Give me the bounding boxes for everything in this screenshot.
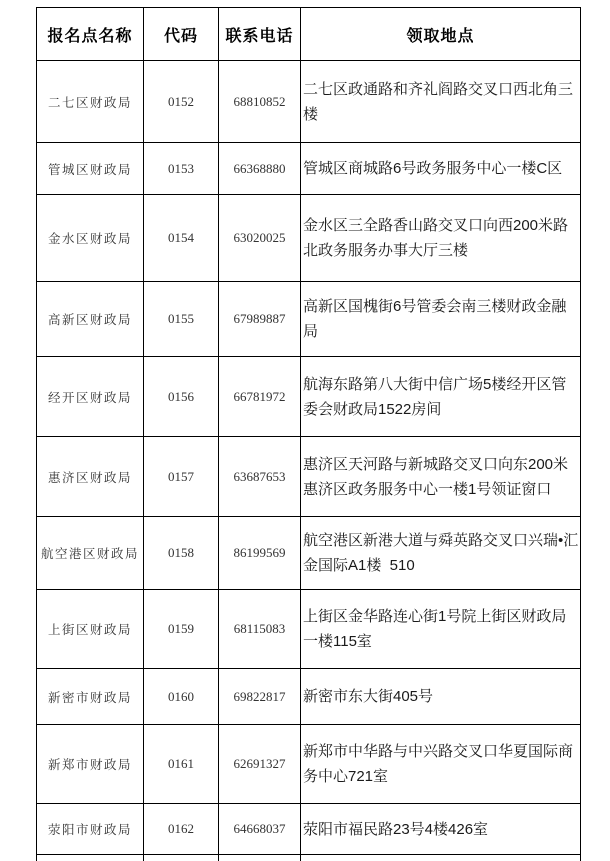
cell-code: 0154 — [144, 195, 219, 282]
cell-pickup-address: 上街区金华路连心街1号院上街区财政局一楼115室 — [301, 590, 581, 669]
cell-pickup-address: 航海东路第八大街中信广场5楼经开区管委会财政局1522房间 — [301, 357, 581, 437]
cell-code: 0157 — [144, 437, 219, 517]
cell-site-name — [37, 855, 144, 861]
cell-phone: 68810852 — [219, 61, 301, 143]
cell-site-name: 新郑市财政局 — [37, 725, 144, 804]
table-row — [37, 282, 581, 357]
table-body — [37, 61, 581, 861]
cell-site-name: 惠济区财政局 — [37, 437, 144, 517]
cell-phone: 63687653 — [219, 437, 301, 517]
table-row — [37, 143, 581, 195]
cell-phone: 69822817 — [219, 669, 301, 725]
cell-pickup-address: 荥阳市福民路23号4楼426室 — [301, 804, 581, 855]
cell-phone: 86199569 — [219, 517, 301, 590]
cell-pickup-address: 金水区三全路香山路交叉口向西200米路北政务服务办事大厅三楼 — [301, 195, 581, 282]
column-header-pickup-address: 领取地点 — [301, 8, 581, 61]
cell-code — [144, 855, 219, 861]
table-row — [37, 61, 581, 143]
table-row — [37, 590, 581, 669]
table-row — [37, 517, 581, 590]
cell-code: 0153 — [144, 143, 219, 195]
cell-pickup-address: 新密市东大街405号 — [301, 669, 581, 725]
table-header-row — [37, 8, 581, 61]
cell-pickup-address: 惠济区天河路与新城路交叉口向东200米惠济区政务服务中心一楼1号领证窗口 — [301, 437, 581, 517]
pickup-locations-table — [36, 7, 581, 861]
cell-phone: 67989887 — [219, 282, 301, 357]
cell-code: 0155 — [144, 282, 219, 357]
cell-phone: 66368880 — [219, 143, 301, 195]
cell-site-name: 高新区财政局 — [37, 282, 144, 357]
cell-phone: 64668037 — [219, 804, 301, 855]
cell-site-name: 经开区财政局 — [37, 357, 144, 437]
table-row — [37, 195, 581, 282]
table-row — [37, 669, 581, 725]
cell-phone: 66781972 — [219, 357, 301, 437]
cell-pickup-address — [301, 855, 581, 861]
cell-code: 0160 — [144, 669, 219, 725]
cell-pickup-address: 新郑市中华路与中兴路交叉口华夏国际商务中心721室 — [301, 725, 581, 804]
table-row — [37, 804, 581, 855]
cell-site-name: 荥阳市财政局 — [37, 804, 144, 855]
table-row — [37, 725, 581, 804]
cell-code: 0161 — [144, 725, 219, 804]
column-header-phone: 联系电话 — [219, 8, 301, 61]
column-header-code: 代码 — [144, 8, 219, 61]
cell-pickup-address: 航空港区新港大道与舜英路交叉口兴瑞•汇金国际A1楼 510 — [301, 517, 581, 590]
cell-site-name: 管城区财政局 — [37, 143, 144, 195]
cell-code: 0156 — [144, 357, 219, 437]
cell-phone: 68115083 — [219, 590, 301, 669]
cell-site-name: 二七区财政局 — [37, 61, 144, 143]
cell-pickup-address: 二七区政通路和齐礼阎路交叉口西北角三楼 — [301, 61, 581, 143]
cell-code: 0159 — [144, 590, 219, 669]
cell-code: 0158 — [144, 517, 219, 590]
table-row-partial — [37, 855, 581, 861]
cell-pickup-address: 高新区国槐街6号管委会南三楼财政金融局 — [301, 282, 581, 357]
cell-site-name: 新密市财政局 — [37, 669, 144, 725]
table-row — [37, 357, 581, 437]
cell-code: 0152 — [144, 61, 219, 143]
cell-phone — [219, 855, 301, 861]
cell-site-name: 上街区财政局 — [37, 590, 144, 669]
column-header-site-name: 报名点名称 — [37, 8, 144, 61]
cell-pickup-address: 管城区商城路6号政务服务中心一楼C区 — [301, 143, 581, 195]
cell-site-name: 金水区财政局 — [37, 195, 144, 282]
table-row — [37, 437, 581, 517]
cell-phone: 62691327 — [219, 725, 301, 804]
cell-phone: 63020025 — [219, 195, 301, 282]
cell-site-name: 航空港区财政局 — [37, 517, 144, 590]
cell-code: 0162 — [144, 804, 219, 855]
